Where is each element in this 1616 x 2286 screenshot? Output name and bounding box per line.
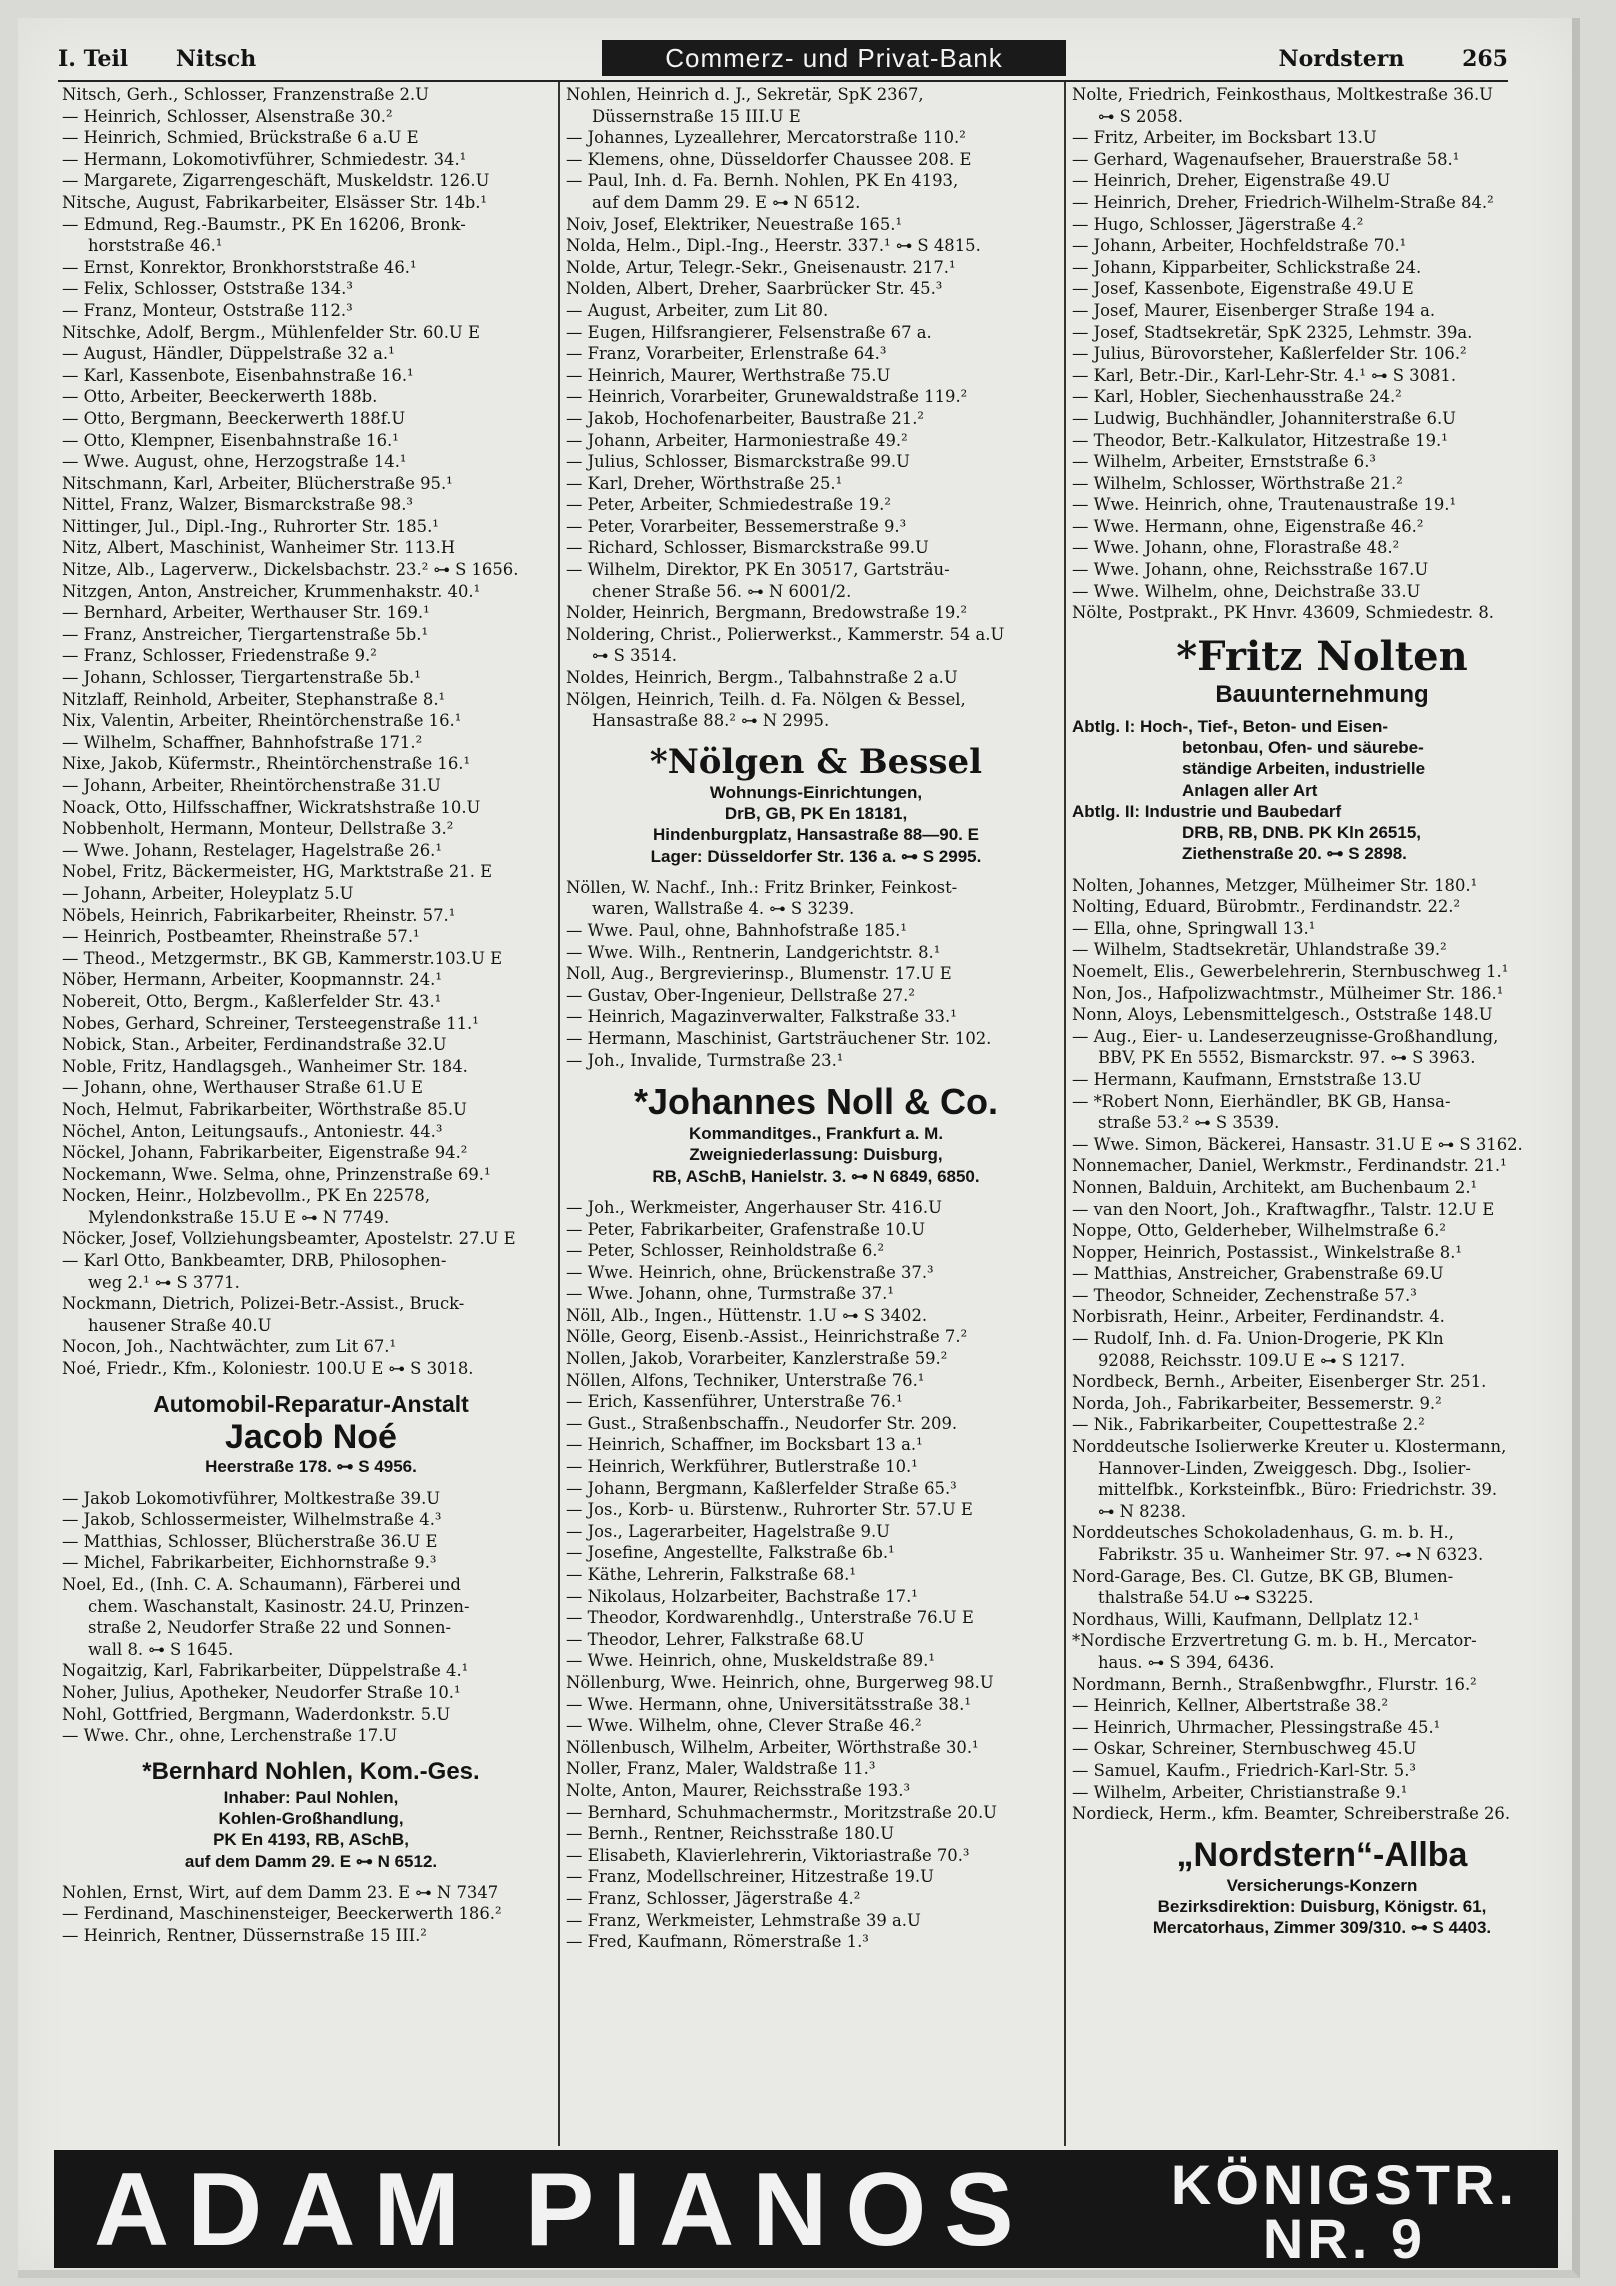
directory-entry: — Theodor, Betr.-Kalkulator, Hitzestraße 19.¹ [1072,430,1448,450]
ad-nordstern-line1: „Nordstern“-Allba [1176,1835,1468,1874]
directory-entry: — Franz, Monteur, Oststraße 112.³ [62,300,353,320]
directory-entry: Nöllen, Alfons, Techniker, Unterstraße 76.¹ [566,1370,925,1390]
directory-entry: ⊶ S 3514. [592,646,677,666]
directory-entry: — Karl, Dreher, Wörthstraße 25.¹ [566,473,843,493]
directory-entry: — Felix, Schlosser, Oststraße 134.³ [62,279,353,299]
column-1 [62,84,560,2146]
directory-entry: — Wwe. Heinrich, ohne, Brückenstraße 37.³ [566,1262,934,1282]
directory-entry: — Heinrich, Magazinverwalter, Falkstraße 33.¹ [566,1007,957,1027]
directory-entry: weg 2.¹ ⊶ S 3771. [88,1272,240,1292]
directory-entry: — Peter, Schlosser, Reinholdstraße 6.² [566,1241,885,1261]
ad-nohlen-line4: PK En 4193, RB, ASchB, [213,1830,409,1850]
ad-nolten-line1: *Fritz Nolten [1176,632,1468,680]
directory-entry: Nockmann, Dietrich, Polizei-Betr.-Assist., Bruck- [62,1294,465,1314]
directory-entry: — Jakob, Hochofenarbeiter, Baustraße 21.² [566,408,924,428]
directory-entry: — Hermann, Kaufmann, Ernststraße 13.U [1072,1069,1422,1089]
directory-entry: — Wilhelm, Schaffner, Bahnhofstraße 171.² [62,732,423,752]
directory-entry: Nöllenbusch, Wilhelm, Arbeiter, Wörthstraße 30.¹ [566,1737,979,1757]
banner-number: NR. 9 [1262,2207,1427,2270]
ad-nolten-line6: Anlagen aller Art [1182,780,1318,800]
directory-entry: Nocken, Heinr., Holzbevollm., PK En 22578, [62,1186,431,1206]
directory-entry: Hannover-Linden, Zweiggesch. Dbg., Isolier- [1098,1458,1471,1478]
directory-entry: Nölgen, Heinrich, Teilh. d. Fa. Nölgen & Bessel, [566,689,966,709]
directory-entry: Nordmann, Bernh., Straßenbwgfhr., Flurstr. 16.² [1072,1674,1477,1694]
directory-entry: — Franz, Anstreicher, Tiergartenstraße 5b.¹ [62,624,429,644]
directory-entry: — Jos., Lagerarbeiter, Hagelstraße 9.U [566,1521,890,1541]
directory-entry: — Jakob, Schlossermeister, Wilhelmstraße 4.³ [62,1510,442,1530]
ad-nordstern-line3: Bezirksdirektion: Duisburg, Königstr. 61, [1157,1896,1487,1916]
banner-title: ADAM PIANOS [94,2152,1032,2268]
directory-entry: Düssernstraße 15 III.U E [592,106,801,126]
ad-noelgen-line1: *Nölgen & Bessel [649,741,983,782]
directory-entry: Nitz, Albert, Maschinist, Wanheimer Str. 113.H [62,538,456,558]
ad-nohlen-line2: Inhaber: Paul Nohlen, [223,1787,399,1807]
directory-entry: — Edmund, Reg.-Baumstr., PK En 16206, Bronk- [62,214,466,234]
directory-entry: — Wwe. Heinrich, ohne, Trautenaustraße 19.¹ [1072,495,1457,515]
ad-nolten-line8: DRB, RB, DNB. PK Kln 26515, [1182,823,1421,843]
page-number: 265 [1462,46,1508,72]
directory-entry: Fabrikstr. 35 u. Wanheimer Str. 97. ⊶ N 6323. [1098,1545,1484,1564]
directory-entry: — Johann, Kipparbeiter, Schlickstraße 24. [1072,257,1422,277]
directory-entry: — Nikolaus, Holzarbeiter, Bachstraße 17.¹ [566,1586,918,1606]
directory-entry: — Hermann, Maschinist, Gartsträuchener Str. 102. [566,1028,992,1048]
directory-entry: Nolte, Friedrich, Feinkosthaus, Moltkestraße 36.U [1072,85,1493,104]
col2-entries-c [566,1197,1066,1953]
directory-entry: Nohlen, Heinrich d. J., Sekretär, SpK 2367, [566,85,924,104]
directory-entry: — Wwe. August, ohne, Herzogstraße 14.¹ [62,452,407,472]
directory-entry: ⊶ N 8238. [1098,1501,1187,1521]
directory-entry: Nölte, Postprakt., PK Hnvr. 43609, Schmiedestr. 8. [1072,603,1494,623]
directory-entry: — Johann, Arbeiter, Rheintörchenstraße 31.U [62,776,441,795]
ad-nolten-line4: betonbau, Ofen- und säurebe- [1182,738,1424,758]
ad-noelgen-bessel [566,742,1066,867]
ad-nordstern-line4: Mercatorhaus, Zimmer 309/310. ⊶ S 4403. [1152,1918,1492,1938]
directory-entry: Nobbenholt, Hermann, Monteur, Dellstraße 3.² [62,819,454,839]
directory-entry: Nitze, Alb., Lagerverw., Dickelsbachstr. 23.² ⊶ S 1656. [62,560,519,580]
col2-entries-a [566,84,1066,732]
directory-entry: — Josef, Stadtsekretär, SpK 2325, Lehmstr. 39a. [1072,322,1473,342]
directory-entry: — *Robert Nonn, Eierhändler, BK GB, Hansa- [1072,1091,1451,1111]
col1-entries-a [62,84,560,1380]
directory-entry: Noldes, Heinrich, Bergm., Talbahnstraße 2 a.U [566,668,958,688]
directory-entry: — Wwe. Heinrich, ohne, Muskeldstraße 89.¹ [566,1651,935,1671]
directory-entry: — Heinrich, Dreher, Friedrich-Wilhelm-Straße 84.² [1072,192,1494,212]
directory-entry: Nixe, Jakob, Küfermstr., Rheintörchenstraße 16.¹ [62,754,471,774]
directory-entry: Nittinger, Jul., Dipl.-Ing., Ruhrorter Str. 185.¹ [62,516,439,536]
ad-noe-line1: Automobil-Reparatur-Anstalt [153,1390,469,1417]
directory-entry: — Samuel, Kaufm., Friedrich-Karl-Str. 5.³ [1072,1760,1416,1780]
directory-entry: Mylendonkstraße 15.U E ⊶ N 7749. [88,1207,390,1227]
directory-entry: Nonnen, Balduin, Architekt, am Buchenbaum 2.¹ [1072,1177,1478,1197]
ad-nolten-line5: ständige Arbeiten, industrielle [1182,759,1426,779]
directory-entry: Nitzlaff, Reinhold, Arbeiter, Stephanstraße 8.¹ [62,689,446,709]
directory-entry: Norda, Joh., Fabrikarbeiter, Bessemerstr. 9.² [1072,1393,1442,1413]
directory-entry: Nix, Valentin, Arbeiter, Rheintörchenstraße 16.¹ [62,711,462,731]
banner-address [1170,2153,1518,2270]
directory-entry: horststraße 46.¹ [88,236,223,256]
directory-entry: Nolte, Anton, Maurer, Reichsstraße 193.³ [566,1780,911,1800]
directory-entry: — Wilhelm, Arbeiter, Christianstraße 9.¹ [1072,1782,1408,1802]
directory-entry: Noemelt, Elis., Gewerbelehrerin, Sternbuschweg 1.¹ [1072,961,1509,981]
directory-entry: — Gerhard, Wagenaufseher, Brauerstraße 58.¹ [1072,149,1460,169]
directory-entry: Nolden, Albert, Dreher, Saarbrücker Str. 45.³ [566,279,943,299]
directory-entry: — Joh., Invalide, Turmstraße 23.¹ [566,1050,844,1070]
ad-johannes-noll [566,1081,1066,1187]
directory-entry: — Ella, ohne, Springwall 13.¹ [1072,918,1316,938]
directory-entry: Nockemann, Wwe. Selma, ohne, Prinzenstraße 69.¹ [62,1164,491,1184]
directory-entry: — Otto, Klempner, Eisenbahnstraße 16.¹ [62,430,399,450]
directory-entry: — Matthias, Schlosser, Blücherstraße 36.U E [62,1531,438,1551]
directory-entry: Nitschke, Adolf, Bergm., Mühlenfelder Str. 60.U E [62,322,480,342]
directory-entry: Nolda, Helm., Dipl.-Ing., Heerstr. 337.¹ ⊶ S 4815. [566,236,981,256]
directory-entry: — Hermann, Lokomotivführer, Schmiedestr. 34.¹ [62,149,467,169]
directory-entry: *Nordische Erzvertretung G. m. b. H., Mercator- [1072,1631,1477,1651]
directory-entry: — Erich, Kassenführer, Unterstraße 76.¹ [566,1392,903,1412]
directory-entry: — Franz, Modellschreiner, Hitzestraße 19.U [566,1867,934,1887]
ad-nohlen-line1: *Bernhard Nohlen, Kom.-Ges. [142,1757,480,1785]
directory-entry: Noller, Franz, Maler, Waldstraße 11.³ [566,1759,876,1779]
col3-entries-b [1072,875,1572,1825]
directory-entry: — Michel, Fabrikarbeiter, Eichhornstraße 9.³ [62,1553,437,1573]
directory-entry: — Theodor, Lehrer, Falkstraße 68.U [566,1629,865,1649]
directory-entry: — Wwe. Chr., ohne, Lerchenstraße 17.U [62,1726,398,1746]
directory-entry: — Heinrich, Schmied, Brückstraße 6 a.U E [62,128,419,148]
directory-entry: — Wwe. Paul, ohne, Bahnhofstraße 185.¹ [566,921,907,940]
directory-entry: — Wilhelm, Stadtsekretär, Uhlandstraße 39.² [1072,940,1447,960]
directory-entry: Noack, Otto, Hilfsschaffner, Wickratshstraße 10.U [62,797,481,817]
directory-entry: — Wilhelm, Arbeiter, Ernststraße 6.³ [1072,452,1376,472]
directory-entry: — Wwe. Wilhelm, ohne, Deichstraße 33.U [1072,581,1421,601]
directory-entry: — Wwe. Wilh., Rentnerin, Landgerichtstr. 8.¹ [566,942,941,962]
directory-entry: Noiv, Josef, Elektriker, Neuestraße 165.¹ [566,214,903,234]
directory-entry: chener Straße 56. ⊶ N 6001/2. [592,581,852,601]
directory-entry: Nöbels, Heinrich, Fabrikarbeiter, Rheinstr. 57.¹ [62,905,456,925]
ad-noll-line2: Kommanditges., Frankfurt a. M. [688,1124,944,1144]
directory-entry: — Peter, Arbeiter, Schmiedestraße 19.² [566,495,891,515]
directory-entry: — Heinrich, Uhrmacher, Plessingstraße 45.¹ [1072,1717,1441,1737]
directory-entry: Nobereit, Otto, Bergm., Kaßlerfelder Str. 43.¹ [62,991,442,1011]
directory-entry: ⊶ S 2058. [1098,106,1183,126]
header-left [58,46,296,72]
directory-entry: — van den Noort, Joh., Kraftwagfhr., Talstr. 12.U E [1072,1199,1495,1219]
directory-entry: — Franz, Schlosser, Friedenstraße 9.² [62,646,377,666]
directory-entry: — Franz, Werkmeister, Lehmstraße 39 a.U [566,1910,921,1930]
directory-entry: — Klemens, ohne, Düsseldorfer Chaussee 208. E [566,149,972,169]
directory-entry: Nobel, Fritz, Bäckermeister, HG, Marktstraße 21. E [62,862,493,882]
directory-entry: — Jos., Korb- u. Bürstenw., Ruhrorter Str. 57.U E [566,1500,973,1520]
ad-noelgen-line3: DrB, GB, PK En 18181, [724,804,908,824]
directory-entry: — Johann, Schlosser, Tiergartenstraße 5b.¹ [62,668,421,688]
directory-entry: — Josef, Kassenbote, Eigenstraße 49.U E [1072,279,1414,299]
directory-entry: Nobick, Stan., Arbeiter, Ferdinandstraße 32.U [62,1035,447,1055]
directory-entry: — Johannes, Lyzeallehrer, Mercatorstraße 110.² [566,128,966,148]
directory-entry: — Franz, Vorarbeiter, Erlenstraße 64.³ [566,344,887,364]
directory-entry: — Theodor, Kordwarenhdlg., Unterstraße 76.U E [566,1608,974,1628]
directory-entry: — Heinrich, Dreher, Eigenstraße 49.U [1072,171,1391,191]
directory-entry: — Jakob Lokomotivführer, Moltkestraße 39.U [62,1488,441,1508]
col1-entries-b [62,1488,560,1747]
directory-entry: Nordhaus, Willi, Kaufmann, Dellplatz 12.¹ [1072,1609,1420,1629]
directory-entry: — Ernst, Konrektor, Bronkhorststraße 46.¹ [62,257,417,277]
ad-nohlen-line5: auf dem Damm 29. E ⊶ N 6512. [184,1851,438,1871]
directory-entry: — Ferdinand, Maschinensteiger, Beeckerwerth 186.² [62,1904,502,1924]
left-running-word: Nitsch [175,46,257,72]
ad-noll-line3: Zweigniederlassung: Duisburg, [689,1145,943,1165]
ad-nordstern-allba [1072,1835,1572,1939]
directory-entry: Nohlen, Ernst, Wirt, auf dem Damm 23. E ⊶ N 7347 [62,1882,499,1902]
directory-entry: Nopper, Heinrich, Postassist., Winkelstraße 8.¹ [1072,1242,1462,1262]
header-right [1229,46,1509,72]
ad-noll-line4: RB, ASchB, Hanielstr. 3. ⊶ N 6849, 6850. [652,1166,980,1186]
directory-entry: Nolder, Heinrich, Bergmann, Bredowstraße 19.² [566,603,968,623]
directory-entry: — Gust., Straßenbschaffn., Neudorfer Str. 209. [566,1413,958,1433]
directory-entry: Nord-Garage, Bes. Cl. Gutze, BK GB, Blumen- [1072,1566,1454,1586]
part-label: I. Teil [58,46,129,72]
ad-nohlen-line3: Kohlen-Großhandlung, [218,1809,404,1828]
directory-entry: — Franz, Schlosser, Jägerstraße 4.² [566,1888,861,1908]
directory-entry: — Rudolf, Inh. d. Fa. Union-Drogerie, PK Kln [1072,1329,1444,1349]
ad-noelgen-line4: Hindenburgplatz, Hansastraße 88—90. E [653,825,979,845]
ad-noll-line1: *Johannes Noll & Co. [633,1081,999,1123]
directory-entry: — Wilhelm, Schlosser, Wörthstraße 21.² [1072,473,1403,493]
directory-entry: Nöll, Alb., Ingen., Hüttenstr. 1.U ⊶ S 3402. [566,1305,928,1325]
directory-entry: — Theod., Metzgermstr., BK GB, Kammerstr.103.U E [62,948,503,968]
directory-entry: Nitsch, Gerh., Schlosser, Franzenstraße 2.U [62,85,429,104]
directory-entry: Noble, Fritz, Handlagsgeh., Wanheimer Str. 184. [62,1056,468,1076]
directory-entry: Noldering, Christ., Polierwerkst., Kammerstr. 54 a.U [566,624,1005,644]
directory-entry: — Heinrich, Vorarbeiter, Grunewaldstraße 119.² [566,387,968,407]
ad-nolten-line7: Abtlg. II: Industrie und Baubedarf [1072,801,1342,821]
banner-street: KÖNIGSTR. [1170,2153,1518,2216]
directory-entry: Nölle, Georg, Eisenb.-Assist., Heinrichstraße 7.² [566,1327,968,1347]
directory-entry: — Wilhelm, Direktor, PK En 30517, Gartsträu- [566,560,950,580]
directory-entry: mittelfbk., Korksteinfbk., Büro: Friedrichstr. 39. [1098,1480,1498,1500]
directory-entry: — Julius, Bürovorsteher, Kaßlerfelder Str. 106.² [1072,344,1467,364]
directory-entry: Norddeutsches Schokoladenhaus, G. m. b. H., [1072,1523,1454,1543]
directory-entry: — Peter, Fabrikarbeiter, Grafenstraße 10.U [566,1219,926,1239]
directory-entry: Nogaitzig, Karl, Fabrikarbeiter, Düppelstraße 4.¹ [62,1661,469,1681]
directory-entry: BBV, PK En 5552, Bismarckstr. 97. ⊶ S 3963. [1098,1048,1476,1068]
directory-entry: — Eugen, Hilfsrangierer, Felsenstraße 67 a. [566,322,932,342]
directory-entry: — Elisabeth, Klavierlehrerin, Viktoriastraße 70.³ [566,1845,970,1865]
directory-entry: — Otto, Bergmann, Beeckerwerth 188f.U [62,408,406,428]
directory-entry: Nocon, Joh., Nachtwächter, zum Lit 67.¹ [62,1337,397,1357]
directory-entry: — Hugo, Schlosser, Jägerstraße 4.² [1072,214,1364,234]
directory-entry: — Otto, Arbeiter, Beeckerwerth 188b. [62,387,378,407]
directory-entry: Nöchel, Anton, Leitungsaufs., Antoniestr. 44.³ [62,1121,443,1141]
directory-entry: — Richard, Schlosser, Bismarckstraße 99.U [566,538,929,558]
directory-entry: — Johann, ohne, Werthauser Straße 61.U E [62,1078,424,1098]
directory-entry: Noll, Aug., Bergrevierinsp., Blumenstr. 17.U E [566,964,952,984]
page-sheet [18,18,1580,2278]
directory-entry: — Karl, Hobler, Siechenhausstraße 24.² [1072,387,1402,407]
directory-entry: straße 53.² ⊶ S 3539. [1098,1113,1280,1133]
directory-entry: Noppe, Otto, Gelderheber, Wilhelmstraße 6.² [1072,1221,1446,1241]
directory-entry: Hansastraße 88.² ⊶ N 2995. [592,711,830,731]
directory-entry: — Heinrich, Kellner, Albertstraße 38.² [1072,1696,1389,1716]
directory-entry: — August, Arbeiter, zum Lit 80. [566,300,829,320]
col1-entries-c [62,1882,560,1947]
col3-entries-a [1072,84,1572,624]
bank-banner: Commerz- und Privat-Bank [602,40,1066,76]
ad-noelgen-line5: Lager: Düsseldorfer Str. 136 a. ⊶ S 2995. [650,846,982,866]
directory-entry: wall 8. ⊶ S 1645. [88,1639,234,1659]
directory-entry: Nohl, Gottfried, Bergmann, Waderdonkstr. 5.U [62,1704,451,1724]
adam-pianos-banner [54,2150,1558,2268]
directory-entry: — Johann, Arbeiter, Harmoniestraße 49.² [566,430,908,450]
directory-entry: straße 2, Neudorfer Straße 22 und Sonnen- [88,1618,452,1638]
directory-entry: hausener Straße 40.U [88,1315,272,1335]
directory-entry: — Nik., Fabrikarbeiter, Coupettestraße 2.² [1072,1415,1425,1435]
ad-noe-line2: Jacob Noé [225,1418,397,1457]
directory-entry: thalstraße 54.U ⊶ S3225. [1098,1588,1314,1608]
column-2 [566,84,1066,2146]
directory-entry: Nolting, Eduard, Bürobmtr., Ferdinandstr. 22.² [1072,897,1461,917]
header-rule [58,80,1508,82]
directory-entry: — Joh., Werkmeister, Angerhauser Str. 416.U [566,1197,942,1217]
directory-entry: Nordbeck, Bernh., Arbeiter, Eisenberger Str. 251. [1072,1372,1487,1392]
directory-entry: — Heinrich, Maurer, Werthstraße 75.U [566,365,891,385]
page-header [58,36,1508,86]
directory-entry: Noch, Helmut, Fabrikarbeiter, Wörthstraße 85.U [62,1099,467,1119]
directory-entry: — Theodor, Schneider, Zechenstraße 57.³ [1072,1285,1417,1305]
directory-entry: — Wwe. Johann, ohne, Reichsstraße 167.U [1072,560,1429,580]
directory-entry: — Heinrich, Postbeamter, Rheinstraße 57.¹ [62,927,420,947]
directory-entry: — Bernh., Rentner, Reichsstraße 180.U [566,1824,895,1844]
col2-entries-b [566,877,1066,1071]
directory-entry: — Heinrich, Rentner, Düssernstraße 15 III.² [62,1925,427,1945]
ad-noelgen-line2: Wohnungs-Einrichtungen, [709,782,923,802]
directory-entry: Non, Jos., Hafpolizwachtmstr., Mülheimer Str. 186.¹ [1072,983,1504,1003]
directory-entry: — Bernhard, Arbeiter, Werthauser Str. 169.¹ [62,603,430,623]
directory-entry: — Johann, Arbeiter, Holeyplatz 5.U [62,883,354,903]
directory-entry: Noel, Ed., (Inh. C. A. Schaumann), Färberei und [62,1575,461,1594]
directory-entry: Nittel, Franz, Walzer, Bismarckstraße 98.³ [62,495,413,515]
directory-entry: — Margarete, Zigarrengeschäft, Muskeldstr. 126.U [62,171,490,191]
directory-entry: Nollen, Jakob, Vorarbeiter, Kanzlerstraße 59.² [566,1349,948,1369]
directory-entry: — Gustav, Ober-Ingenieur, Dellstraße 27.² [566,985,915,1005]
directory-entry: Nitzgen, Anton, Anstreicher, Krummenhakstr. 40.¹ [62,581,481,601]
directory-entry: — Johann, Arbeiter, Hochfeldstraße 70.¹ [1072,236,1407,256]
directory-entry: — Matthias, Anstreicher, Grabenstraße 69.U [1072,1264,1444,1284]
directory-entry: — Fritz, Arbeiter, im Bocksbart 13.U [1072,128,1377,148]
directory-entry: — Ludwig, Buchhändler, Johanniterstraße 6.U [1072,408,1456,428]
column-3 [1072,84,1572,2146]
directory-entry: — Wwe. Simon, Bäckerei, Hansastr. 31.U E ⊶ S 3162. [1072,1134,1523,1154]
directory-entry: — Aug., Eier- u. Landeserzeugnisse-Großhandlung, [1072,1026,1499,1046]
directory-entry: Norbisrath, Heinr., Arbeiter, Ferdinandstr. 4. [1072,1307,1445,1327]
directory-entry: Nolten, Johannes, Metzger, Mülheimer Str. 180.¹ [1072,875,1478,895]
directory-entry: Nöllenburg, Wwe. Heinrich, ohne, Burgerweg 98.U [566,1672,994,1692]
directory-entry: Nöckel, Johann, Fabrikarbeiter, Eigenstraße 94.² [62,1143,468,1163]
ad-jacob-noe [62,1390,560,1478]
directory-entry: — Julius, Schlosser, Bismarckstraße 99.U [566,452,910,472]
directory-entry: — Peter, Vorarbeiter, Bessemerstraße 9.³ [566,516,907,536]
ad-noe-line3: Heerstraße 178. ⊶ S 4956. [205,1457,417,1477]
directory-entry: chem. Waschanstalt, Kasinostr. 24.U, Prinzen- [88,1596,470,1616]
directory-entry: — Josefine, Angestellte, Falkstraße 6b.¹ [566,1543,895,1563]
directory-entry: — Karl Otto, Bankbeamter, DRB, Philosophen- [62,1251,447,1271]
directory-entry: — Karl, Betr.-Dir., Karl-Lehr-Str. 4.¹ ⊶ S 3081. [1072,365,1457,385]
directory-entry: Nitschmann, Karl, Arbeiter, Blücherstraße 95.¹ [62,473,453,493]
directory-entry: — Wwe. Johann, Restelager, Hagelstraße 26.¹ [62,840,442,860]
directory-entry: Nitsche, August, Fabrikarbeiter, Elsässer Str. 14b.¹ [62,192,487,212]
directory-entry: — Heinrich, Schaffner, im Bocksbart 13 a.¹ [566,1435,923,1455]
ad-nolten-line2: Bauunternehmung [1215,680,1429,708]
directory-entry: — Heinrich, Schlosser, Alsenstraße 30.² [62,106,393,126]
ad-fritz-nolten [1072,634,1572,865]
directory-entry: — Heinrich, Werkführer, Butlerstraße 10.¹ [566,1457,918,1477]
directory-entry: waren, Wallstraße 4. ⊶ S 3239. [592,899,855,919]
directory-entry: Nordieck, Herm., kfm. Beamter, Schreiberstraße 26. [1072,1804,1511,1824]
ad-nolten-line9: Ziethenstraße 20. ⊶ S 2898. [1182,844,1407,864]
directory-entry: — Karl, Kassenbote, Eisenbahnstraße 16.¹ [62,365,414,385]
directory-entry: — Bernhard, Schuhmachermstr., Moritzstraße 20.U [566,1802,997,1822]
directory-entry: — Käthe, Lehrerin, Falkstraße 68.¹ [566,1565,856,1584]
directory-entry: — Wwe. Johann, ohne, Florastraße 48.² [1072,538,1400,558]
directory-entry: — Josef, Maurer, Eisenberger Straße 194 a. [1072,300,1436,320]
directory-entry: Nonnemacher, Daniel, Werkmstr., Ferdinandstr. 21.¹ [1072,1156,1507,1176]
directory-entry: Noher, Julius, Apotheker, Neudorfer Straße 10.¹ [62,1682,461,1702]
directory-entry: Nöllen, W. Nachf., Inh.: Fritz Brinker, Feinkost- [566,877,958,897]
directory-entry: Nöcker, Josef, Vollziehungsbeamter, Apostelstr. 27.U E [62,1229,516,1249]
right-running-word: Nordstern [1278,46,1405,72]
directory-entry: Norddeutsche Isolierwerke Kreuter u. Klostermann, [1072,1437,1507,1457]
directory-entry: Nobes, Gerhard, Schreiner, Tersteegenstraße 11.¹ [62,1013,479,1033]
ad-nolten-line3: Abtlg. I: Hoch-, Tief-, Beton- und Eisen- [1072,716,1389,736]
directory-entry: Noé, Friedr., Kfm., Koloniestr. 100.U E ⊶ S 3018. [62,1359,474,1379]
directory-entry: haus. ⊶ S 394, 6436. [1098,1652,1275,1672]
directory-entry: — Wwe. Hermann, ohne, Universitätsstraße 38.¹ [566,1694,971,1714]
directory-entry: — Wwe. Johann, ohne, Turmstraße 37.¹ [566,1284,894,1304]
ad-nordstern-line2: Versicherungs-Konzern [1226,1875,1418,1895]
directory-entry: — Oskar, Schreiner, Sternbuschweg 45.U [1072,1739,1417,1759]
directory-entry: auf dem Damm 29. E ⊶ N 6512. [592,192,861,212]
directory-entry: Nolde, Artur, Telegr.-Sekr., Gneisenaustr. 217.¹ [566,257,956,277]
directory-entry: — Johann, Bergmann, Kaßlerfelder Straße 65.³ [566,1478,957,1498]
directory-entry: — August, Händler, Düppelstraße 32 a.¹ [62,344,395,364]
directory-entry: Nonn, Aloys, Lebensmittelgesch., Oststraße 148.U [1072,1005,1493,1025]
directory-entry: — Wwe. Hermann, ohne, Eigenstraße 46.² [1072,516,1424,536]
directory-entry: — Wwe. Wilhelm, ohne, Clever Straße 46.² [566,1716,922,1736]
ad-bernhard-nohlen [62,1757,560,1872]
directory-entry: 92088, Reichsstr. 109.U E ⊶ S 1217. [1098,1350,1406,1370]
directory-entry: — Fred, Kaufmann, Römerstraße 1.³ [566,1932,869,1952]
directory-entry: Nöber, Hermann, Arbeiter, Koopmannstr. 24.¹ [62,970,442,990]
directory-entry: — Paul, Inh. d. Fa. Bernh. Nohlen, PK En 4193, [566,171,959,191]
